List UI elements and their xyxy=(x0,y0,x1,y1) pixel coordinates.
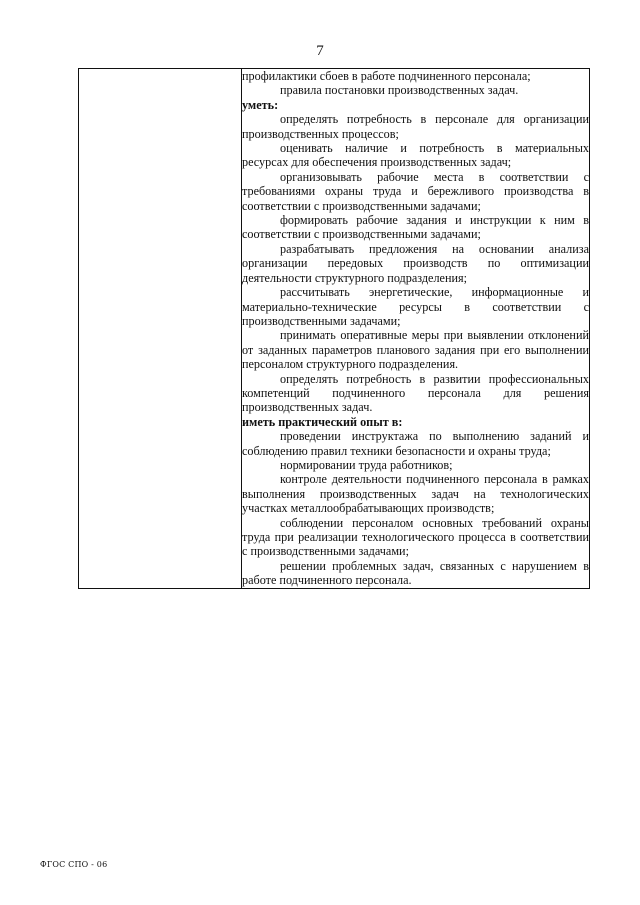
experience-item: проведении инструктажа по выполнению заданий и соблюдению правил техники безопасности и охраны труда; xyxy=(242,429,589,458)
page-number: 7 xyxy=(316,43,324,59)
skills-heading: уметь: xyxy=(242,97,279,112)
skill-item: разрабатывать предложения на основании анализа организации передовых производств по оптимизации деятельности структурного подразделения; xyxy=(242,241,589,285)
skill-item: рассчитывать энергетические, информационные и материально-технические ресурсы в соответствии с производственными задачами; xyxy=(242,285,589,328)
experience-item: соблюдении персоналом основных требований охраны труда при реализации технологического процесса в соответствии с производственными задачами; xyxy=(242,515,589,559)
document-footer: ФГОС СПО - 06 xyxy=(40,860,108,869)
skill-item: определять потребность в персонале для организации производственных процессов; xyxy=(242,112,589,141)
standards-table xyxy=(78,68,590,589)
experience-heading: иметь практический опыт в: xyxy=(242,414,403,429)
skill-item: определять потребность в развитии профессиональных компетенций подчиненного персонала для решения производственных задач. xyxy=(242,371,589,415)
skill-item: оценивать наличие и потребность в материальных ресурсах для обеспечения производственных задач; xyxy=(242,141,589,170)
skill-item: формировать рабочие задания и инструкции к ним в соответствии с производственными задачами; xyxy=(242,213,589,242)
skill-item: принимать оперативные меры при выявлении отклонений от заданных параметров планового задания при его выполнении персоналом структурного подразделения. xyxy=(242,328,589,372)
experience-item: нормировании труда работников; xyxy=(280,457,453,472)
experience-item: решении проблемных задач, связанных с нарушением в работе подчиненного персонала. xyxy=(242,558,589,588)
skill-item: организовывать рабочие места в соответствии с требованиями охраны труда и бережливого производства в соответствии с производственными задачами; xyxy=(242,169,589,213)
requirements-cell xyxy=(242,69,590,589)
table-row xyxy=(79,69,590,589)
text-line: профилактики сбоев в работе подчиненного персонала; xyxy=(242,69,531,83)
empty-left-cell xyxy=(79,69,242,589)
text-line: правила постановки производственных задач. xyxy=(280,83,519,98)
experience-item: контроле деятельности подчиненного персонала в рамках выполнения производственных задач на технологических участках металлообрабатывающих производств; xyxy=(242,472,589,516)
